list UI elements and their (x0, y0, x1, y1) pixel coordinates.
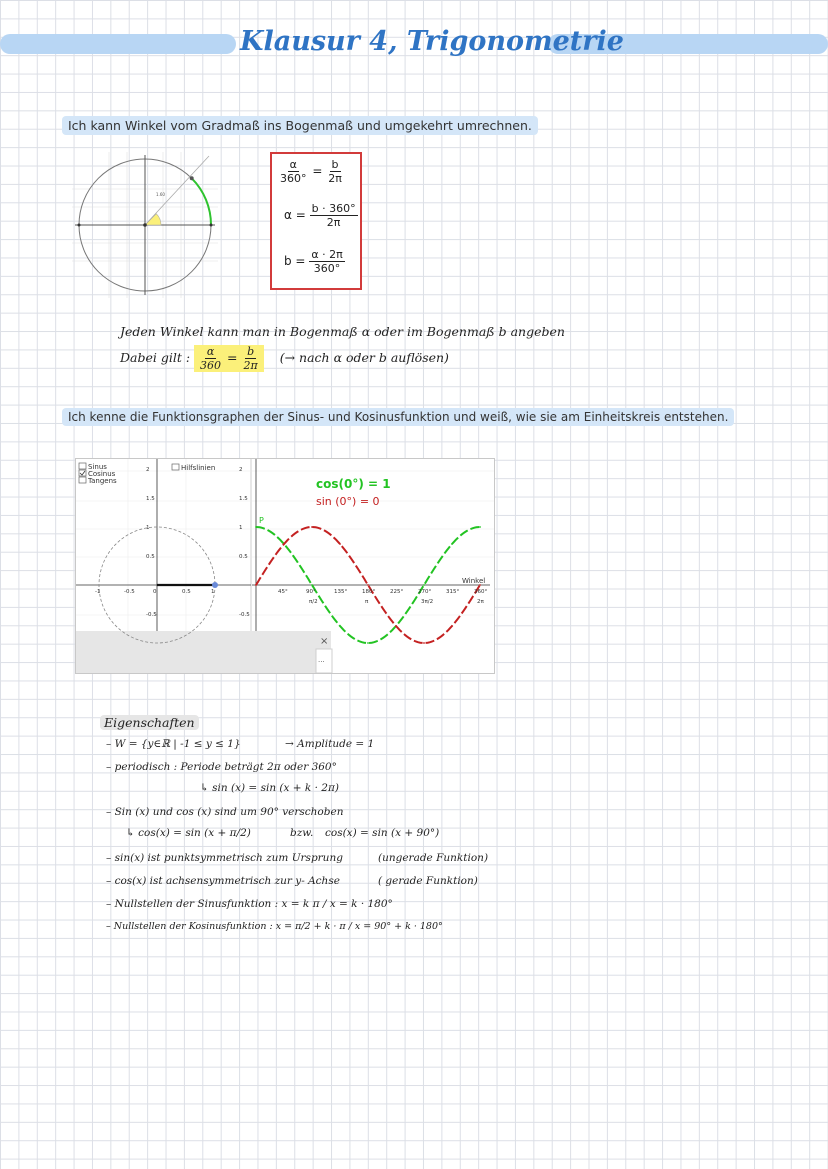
sin-point (311, 526, 313, 528)
more-options-icon[interactable]: ··· (318, 658, 325, 666)
prop-item-4: – cos(x) ist achsensymmetrisch zur y- Achse (106, 875, 340, 887)
circle-point-p[interactable] (212, 582, 218, 588)
axis-label-winkel: Winkel (462, 577, 486, 585)
formula-row-3 (284, 248, 345, 275)
formula2-den: 2π (326, 216, 341, 229)
cos-point (451, 543, 453, 545)
checkbox-tangens[interactable] (79, 477, 86, 483)
formula1-eq: = (312, 164, 323, 178)
cos-point (255, 526, 257, 528)
prop-item-6: – Nullstellen der Kosinusfunktion : x = π/2 + k · π / x = 90° + k · 180° (106, 921, 443, 932)
cos-point (423, 584, 425, 586)
angle-sector (145, 214, 161, 225)
left-x-tick: -0.5 (124, 589, 135, 595)
rad-tick: 2π (477, 599, 484, 605)
x-axis-end-point (210, 224, 213, 227)
slider-value-label: 1.60 (156, 192, 165, 197)
cos-point (479, 526, 481, 528)
left-y-tick: 1.5 (146, 496, 155, 502)
sin-point (367, 584, 369, 586)
note-highlight (194, 345, 264, 372)
cos-point (311, 584, 313, 586)
angle-tick: 135° (334, 589, 348, 595)
rad-tick: π (365, 599, 369, 605)
prop-shift-bzw: bzw. (290, 827, 314, 839)
properties-heading: Eigenschaften (100, 715, 199, 730)
label-tangens: Tangens (88, 477, 117, 485)
prop-amplitude: → Amplitude = 1 (285, 738, 375, 750)
point-on-circle (190, 176, 194, 180)
note-frac-1-den: 360 (200, 359, 222, 372)
title-banner (0, 28, 828, 62)
left-y-tick: 1 (146, 525, 150, 531)
formula2-num: b · 360° (311, 202, 356, 215)
formula1-right-den: 2π (328, 172, 342, 185)
angle-tick: 90° (306, 589, 316, 595)
rad-tick: π/2 (309, 599, 318, 605)
angle-tick: 45° (278, 589, 288, 595)
point-label-p: P (259, 516, 264, 525)
cos-label: cos(0°) = 1 (316, 477, 391, 491)
prop-item-5: – Nullstellen der Sinusfunktion : x = k π / x = k · 180° (106, 898, 393, 910)
note-frac-2 (242, 345, 260, 372)
label-cosinus: Cosinus (88, 470, 116, 478)
formula3-num: α · 2π (311, 248, 343, 261)
note-line-2 (120, 345, 449, 372)
prop-item-3: – sin(x) ist punktsymmetrisch zum Ursprung (106, 852, 343, 864)
section2-heading-wrap (62, 406, 734, 425)
note-frac-1-num: α (206, 345, 215, 358)
formula2-lhs: α = (284, 208, 306, 222)
checkbox-hilfslinien[interactable] (172, 464, 179, 470)
formula1-right-num: b (331, 158, 339, 171)
x-axis-start-point (78, 224, 81, 227)
left-y-tick: 2 (146, 467, 150, 473)
tick-layer (95, 467, 487, 618)
angle-tick: 225° (390, 589, 404, 595)
prop-item-6-text: Nullstellen der Kosinusfunktion : x = π/2 + k · π / x = 90° + k · 180° (113, 921, 443, 932)
formula1-left-den: 360° (280, 172, 307, 185)
formula-row-2 (284, 202, 358, 229)
section1-heading-wrap (62, 115, 538, 134)
conversion-formula-box (270, 152, 362, 290)
cos-point (367, 642, 369, 644)
left-x-tick: 0 (153, 589, 157, 595)
note-line-1: Jeden Winkel kann man in Bogenmaß α oder im Bogenmaß b angeben (120, 324, 565, 339)
formula3-den: 360° (313, 262, 341, 275)
angle-tick: 270° (418, 589, 432, 595)
right-y-tick: 0.5 (239, 554, 248, 560)
sin-point (423, 642, 425, 644)
formula1-left-frac (278, 158, 309, 185)
formula-row-1 (278, 158, 344, 185)
note-line-2-prefix: Dabei gilt : (120, 350, 191, 365)
prop-even-note: ( gerade Funktion) (378, 875, 478, 887)
right-y-tick: 2 (239, 467, 243, 473)
sin-label: sin (0°) = 0 (316, 495, 380, 508)
prop-item-1: – periodisch : Periode beträgt 2π oder 360° (106, 761, 337, 773)
formula3-lhs: b = (284, 254, 306, 268)
prop-shift-formula: ↳ cos(x) = sin (x + π/2) (126, 827, 251, 839)
angle-ray (145, 156, 209, 225)
prop-shift-formula2: cos(x) = sin (x + 90°) (325, 827, 440, 839)
left-x-tick: 0.5 (182, 589, 191, 595)
prop-item-0-text: W = {y∈ℝ | -1 ≤ y ≤ 1} (114, 738, 241, 750)
close-icon[interactable]: × (320, 636, 329, 647)
title-band-left (0, 34, 236, 54)
sin-point (283, 543, 285, 545)
sin-point (395, 625, 397, 627)
right-y-tick: -0.5 (239, 612, 250, 618)
geogebra-canvas[interactable] (76, 459, 494, 673)
geogebra-applet[interactable] (75, 458, 495, 674)
page-title: Klausur 4, Trigonometrie (240, 26, 624, 57)
left-x-tick: -1 (95, 589, 101, 595)
left-x-tick: 1 (211, 589, 215, 595)
right-y-tick: 1 (239, 525, 243, 531)
angle-tick: 315° (446, 589, 460, 595)
label-hilfslinien: Hilfslinien (181, 464, 216, 472)
section1-heading: Ich kann Winkel vom Gradmaß ins Bogenmaß und umgekehrt umrechnen. (62, 116, 538, 135)
origin-point (143, 223, 147, 227)
prop-item-2-text: Sin (x) und cos (x) sind um 90° verschoben (114, 806, 344, 818)
prop-item-5-text: Nullstellen der Sinusfunktion : x = k π / x = k · 180° (114, 898, 393, 910)
sin-point (451, 625, 453, 627)
checkbox-sinus[interactable] (79, 463, 86, 469)
prop-item-1-text: periodisch : Periode beträgt 2π oder 360° (114, 761, 337, 773)
formula1-right-frac (326, 158, 344, 185)
note-line-2-suffix: (→ nach α oder b auflösen) (279, 350, 449, 365)
label-sinus: Sinus (88, 463, 107, 471)
properties-heading-wrap (100, 712, 199, 731)
unit-circle-figure (72, 152, 218, 298)
formula2-frac (310, 202, 358, 229)
formula3-frac (309, 248, 344, 275)
prop-item-3-text: sin(x) ist punktsymmetrisch zum Ursprung (114, 852, 343, 864)
note-frac-2-den: 2π (243, 359, 258, 372)
section2-heading: Ich kenne die Funktionsgraphen der Sinus- und Kosinusfunktion und weiß, wie sie am Einheitskreis entstehen. (62, 408, 734, 426)
arc-green (192, 178, 211, 225)
angle-tick: 360° (474, 589, 488, 595)
right-y-tick: 1.5 (239, 496, 248, 502)
applet-bottom-panel (76, 631, 331, 673)
left-y-tick: -0.5 (146, 612, 157, 618)
angle-tick: 180° (362, 589, 376, 595)
sin-point (255, 584, 257, 586)
prop-odd-note: (ungerade Funktion) (378, 852, 489, 864)
left-y-tick: 0.5 (146, 554, 155, 560)
cos-point (339, 625, 341, 627)
sin-point (339, 543, 341, 545)
note-frac-1 (198, 345, 223, 372)
prop-item-4-text: cos(x) ist achsensymmetrisch zur y- Achse (114, 875, 340, 887)
rad-tick: 3π/2 (421, 599, 434, 605)
note-eq: = (227, 350, 238, 365)
prop-item-0: – W = {y∈ℝ | -1 ≤ y ≤ 1} (106, 738, 241, 750)
prop-item-2: – Sin (x) und cos (x) sind um 90° verschoben (106, 806, 344, 818)
prop-period-formula: ↳ sin (x) = sin (x + k · 2π) (200, 782, 339, 794)
formula1-left-num: α (289, 158, 297, 171)
note-frac-2-num: b (247, 345, 255, 358)
